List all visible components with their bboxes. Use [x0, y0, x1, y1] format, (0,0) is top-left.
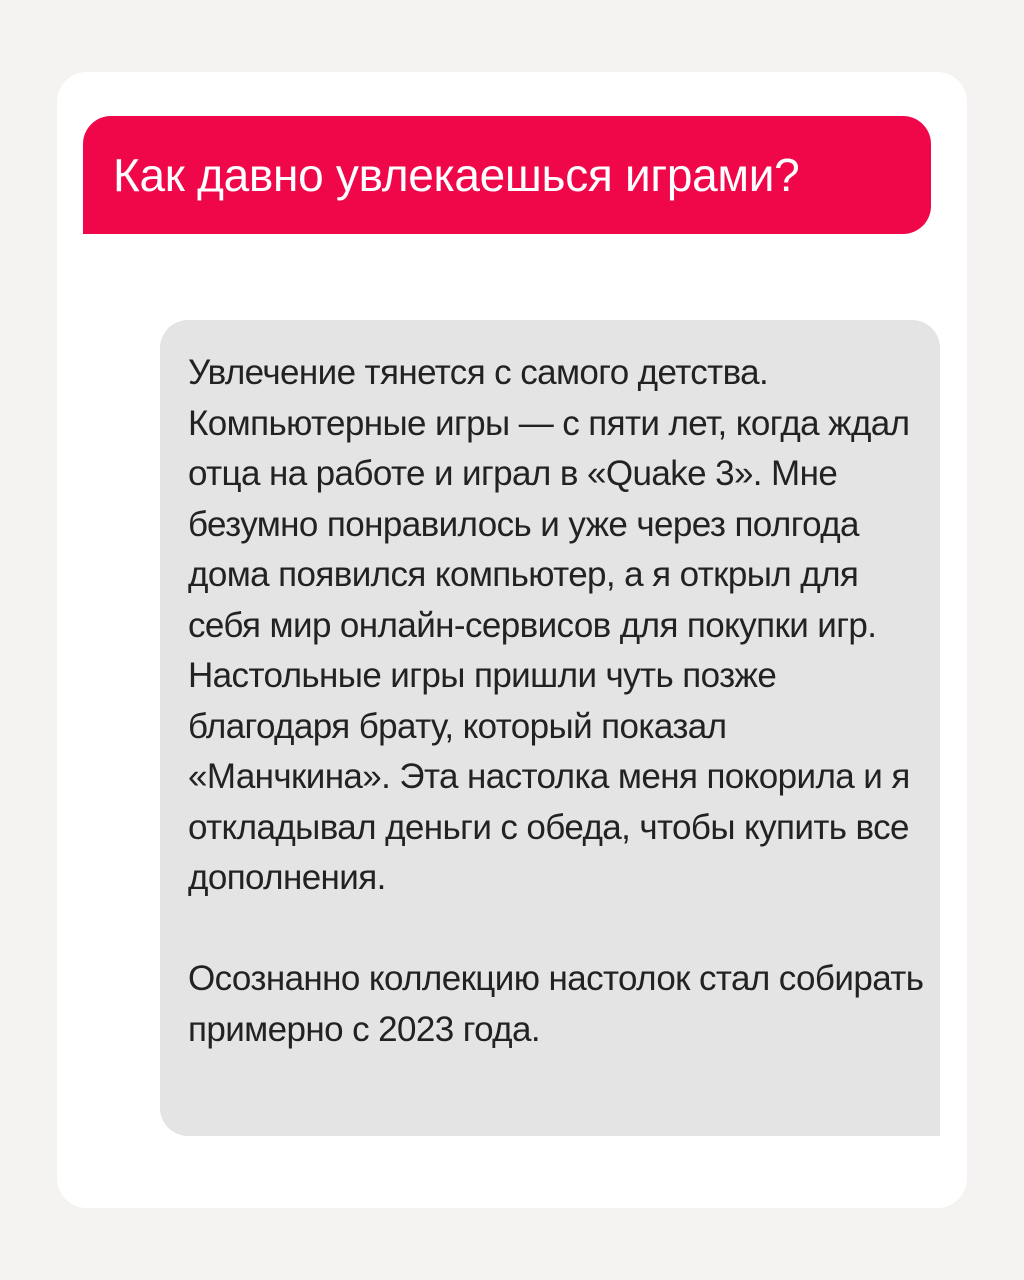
answer-paragraph-1: Увлечение тянется с самого детства. Компьютерные игры — с пяти лет, когда ждал отца на работе и играл в «Quake 3». Мне безумно понравилось и уже через полгода дома появился компьютер, а я открыл для себя мир онлайн-сервисов для покупки игр. Настольные игры пришли чуть позже благодаря брату, который показал «Манчкина». Эта настолка меня покорила и я откладывал деньги с обеда, чтобы купить все дополнения. — [188, 353, 910, 897]
answer-paragraph-2: Осознанно коллекцию настолок стал собирать примерно с 2023 года. — [188, 959, 924, 1049]
question-bubble — [83, 116, 931, 234]
answer-bubble — [160, 320, 940, 1136]
question-text: Как давно увлекаешься играми? — [113, 148, 800, 201]
